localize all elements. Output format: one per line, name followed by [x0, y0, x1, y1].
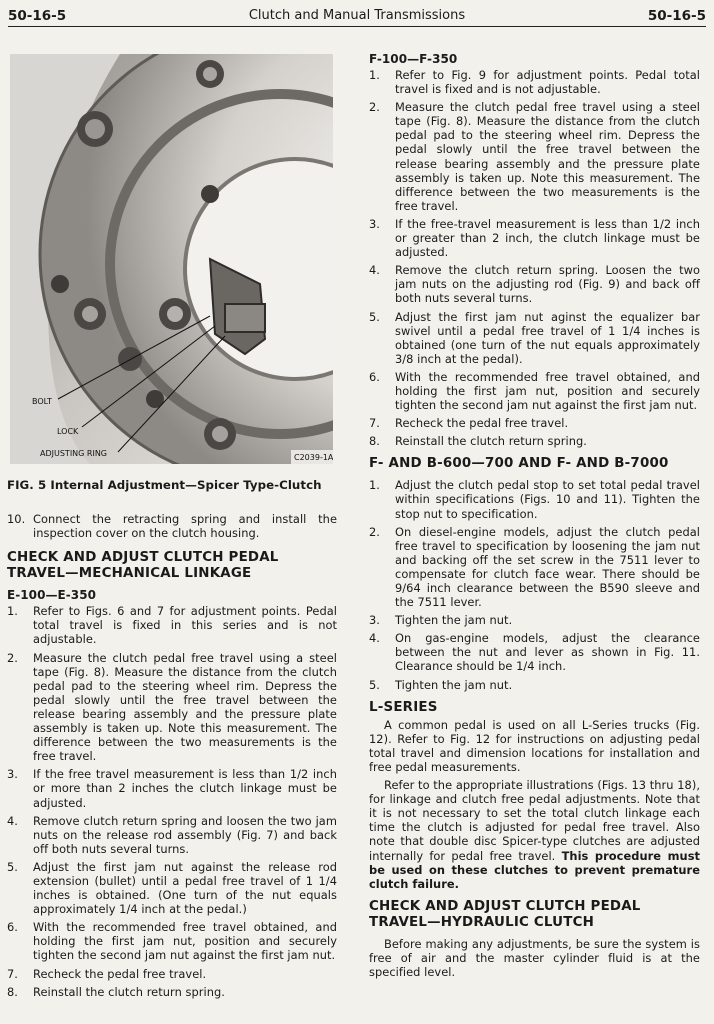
- step-number: 8.: [7, 984, 18, 999]
- list-item: [369, 68, 700, 96]
- step-number: 2.: [369, 524, 380, 539]
- page-header: [8, 8, 706, 27]
- step-number: 3.: [7, 767, 18, 782]
- l-series-warning: This procedure must be used on these clutches to prevent premature clutch failure.: [369, 848, 701, 891]
- step-text: Adjust the clutch pedal stop to set total pedal travel within specifications (Figs. 10 and 11). Tighten the stop nut to specification.: [395, 478, 700, 521]
- step-text: With the recommended free travel obtained, and holding the first jam nut, position and securely tighten the second jam nut against the first jam nut.: [395, 369, 700, 413]
- l-series-paragraph-2-text: Refer to the appropriate illustrations (Figs. 13 thru 18), for linkage and clutch free pedal adjustments. Note that it is not necessary to set the total clutch linkage each time the clutch is adjusted for pedal free travel. Also note that double disc Spicer-type clutches are adjusted internally for pedal free travel.: [369, 778, 700, 863]
- list-item: [369, 678, 700, 692]
- l-series-paragraph-1: A common pedal is used on all L-Series trucks (Fig. 12). Refer to Fig. 12 for instructions on adjusting pedal total travel and dimension locations for installation and free pedal measurements.: [369, 717, 700, 774]
- step-number: 3.: [369, 613, 380, 628]
- f-series-steps-list: [369, 68, 700, 448]
- step-text: Refer to Figs. 6 and 7 for adjustment points. Pedal total travel is fixed in this series and is not adjustable.: [33, 604, 337, 647]
- list-item: [7, 920, 337, 962]
- step-text: Tighten the jam nut.: [395, 677, 513, 692]
- step-text: Recheck the pedal free travel.: [33, 966, 207, 981]
- step-number: 4.: [369, 631, 380, 646]
- step-text: If the free travel measurement is less than 1/2 inch or more than 2 inches the clutch linkage must be adjusted.: [33, 767, 337, 810]
- list-item: [369, 263, 700, 305]
- section-heading-heavy-series: F- AND B-600—700 AND F- AND B-7000: [369, 456, 669, 472]
- step-text: Refer to Fig. 9 for adjustment points. Pedal total travel is fixed and is not adjustable.: [395, 68, 700, 97]
- step-text: Adjust the first jam nut aginst the equalizer bar swivel until a pedal free travel of 1 1/4 inches is obtained (one turn of the nut equals approximately 3/8 inch at the pedal).: [395, 309, 700, 366]
- step-number: 10.: [7, 512, 26, 527]
- subheading-f100-f350: F-100—F-350: [369, 52, 458, 66]
- spicer-steps-list: [7, 512, 337, 540]
- step-text: On gas-engine models, adjust the clearance between the nut and lever as shown in Fig. 11. Clearance should be 1/4 inch.: [395, 631, 700, 674]
- list-item: [369, 478, 700, 520]
- step-text: Adjust the first jam nut against the release rod extension (bullet) until a pedal free travel of 1 1/4 inches is obtained. (One turn of the nut equals approximately 1/4 inch at the pedal.): [33, 859, 337, 917]
- step-number: 5.: [7, 859, 18, 874]
- list-item: [7, 767, 337, 809]
- page-number-right: 50-16-5: [647, 8, 706, 24]
- step-text: If the free-travel measurement is less than 1/2 inch or greater than 2 inch, the clutch linkage must be adjusted.: [395, 216, 700, 260]
- list-item: [369, 631, 700, 673]
- step-text: Reinstall the clutch return spring.: [33, 984, 225, 999]
- list-item: [7, 604, 337, 646]
- page-number-left: 50-16-5: [8, 8, 67, 24]
- step-number: 2.: [369, 100, 380, 115]
- step-text: Reinstall the clutch return spring.: [395, 434, 587, 449]
- step-number: 6.: [7, 920, 18, 935]
- bolt-label: BOLT: [32, 397, 52, 406]
- list-item: [369, 434, 700, 448]
- section-heading-hydraulic: CHECK AND ADJUST CLUTCH PEDAL TRAVEL—HYDRAULIC CLUTCH: [369, 898, 641, 930]
- list-item: [7, 985, 337, 999]
- step-text: Recheck the pedal free travel.: [395, 416, 569, 431]
- clutch-photo: [10, 54, 333, 464]
- step-text: Connect the retracting spring and install the inspection cover on the clutch housing.: [33, 512, 337, 541]
- list-item: [369, 613, 700, 627]
- step-number: 2.: [7, 650, 18, 665]
- list-item: [7, 651, 337, 764]
- step-number: 1.: [369, 68, 380, 82]
- step-number: 1.: [7, 604, 18, 619]
- list-item: [7, 512, 337, 540]
- list-item: [7, 814, 337, 856]
- step-text: Remove clutch return spring and loosen the two jam nuts on the release rod assembly (Fig. 7) and back off both nuts several turns.: [33, 813, 337, 856]
- step-number: 5.: [369, 309, 380, 324]
- list-item: [369, 217, 700, 259]
- step-number: 3.: [369, 216, 380, 231]
- figure-code: C2039-1A: [294, 453, 333, 462]
- e-series-steps-list: [7, 604, 337, 998]
- list-item: [369, 310, 700, 366]
- step-text: Measure the clutch pedal free travel using a steel tape (Fig. 8). Measure the distance from the clutch pedal pad to the steering wheel rim. Depress the pedal slowly until the free travel between the release bearing assembly and the pressure plate assembly is taken up. Note this measurement. The difference between the two measurements is the free travel.: [33, 650, 337, 764]
- list-item: [7, 860, 337, 916]
- list-item: [7, 967, 337, 981]
- hydraulic-paragraph: Before making any adjustments, be sure the system is free of air and the master cylinder fluid is at the specified level.: [369, 936, 700, 979]
- step-number: 7.: [7, 966, 18, 981]
- right-column: [369, 52, 700, 983]
- list-item: [369, 370, 700, 412]
- step-text: On diesel-engine models, adjust the clutch pedal free travel to specification by loosening the jam nut and backing off the set screw in the 7511 lever to compensate for clutch face wear. There should be 9/64 inch clearance between the B590 sleeve and the 7511 lever.: [395, 524, 700, 610]
- lock-label: LOCK: [57, 427, 79, 436]
- step-number: 1.: [369, 478, 380, 493]
- figure-caption: FIG. 5 Internal Adjustment—Spicer Type-Clutch: [7, 478, 322, 492]
- list-item: [369, 100, 700, 213]
- section-heading-mechanical: CHECK AND ADJUST CLUTCH PEDAL TRAVEL—MECHANICAL LINKAGE: [7, 550, 279, 582]
- list-item: [369, 525, 700, 610]
- step-number: 8.: [369, 434, 380, 449]
- step-text: Measure the clutch pedal free travel using a steel tape (Fig. 8). Measure the distance from the clutch pedal pad to the steering wheel rim. Depress the pedal slowly until the free travel between the release bearing assembly and the pressure plate assembly is taken up. Note this measurement. The difference between the two measurements is the free travel.: [395, 100, 700, 213]
- subheading-e100-e350: E-100—E-350: [7, 588, 97, 603]
- adjusting-ring-label: ADJUSTING RING: [40, 449, 107, 458]
- step-number: 4.: [7, 813, 18, 828]
- step-number: 4.: [369, 263, 380, 278]
- list-item: [369, 416, 700, 430]
- step-text: With the recommended free travel obtained, and holding the first jam nut, position and securely tighten the second jam nut against the first jam nut.: [33, 920, 337, 963]
- clutch-illustration: [10, 54, 333, 464]
- page-title: Clutch and Manual Transmissions: [248, 8, 466, 23]
- step-number: 5.: [369, 677, 380, 692]
- step-text: Remove the clutch return spring. Loosen the two jam nuts on the adjusting rod (Fig. 9) and back off both nuts several turns.: [395, 263, 700, 306]
- section-heading-l-series: L-SERIES: [369, 699, 438, 715]
- heavy-series-steps-list: [369, 478, 700, 691]
- left-column: [7, 478, 337, 1003]
- step-text: Tighten the jam nut.: [395, 613, 513, 628]
- l-series-paragraph-2: [369, 778, 700, 891]
- step-number: 7.: [369, 416, 380, 431]
- step-number: 6.: [369, 369, 380, 384]
